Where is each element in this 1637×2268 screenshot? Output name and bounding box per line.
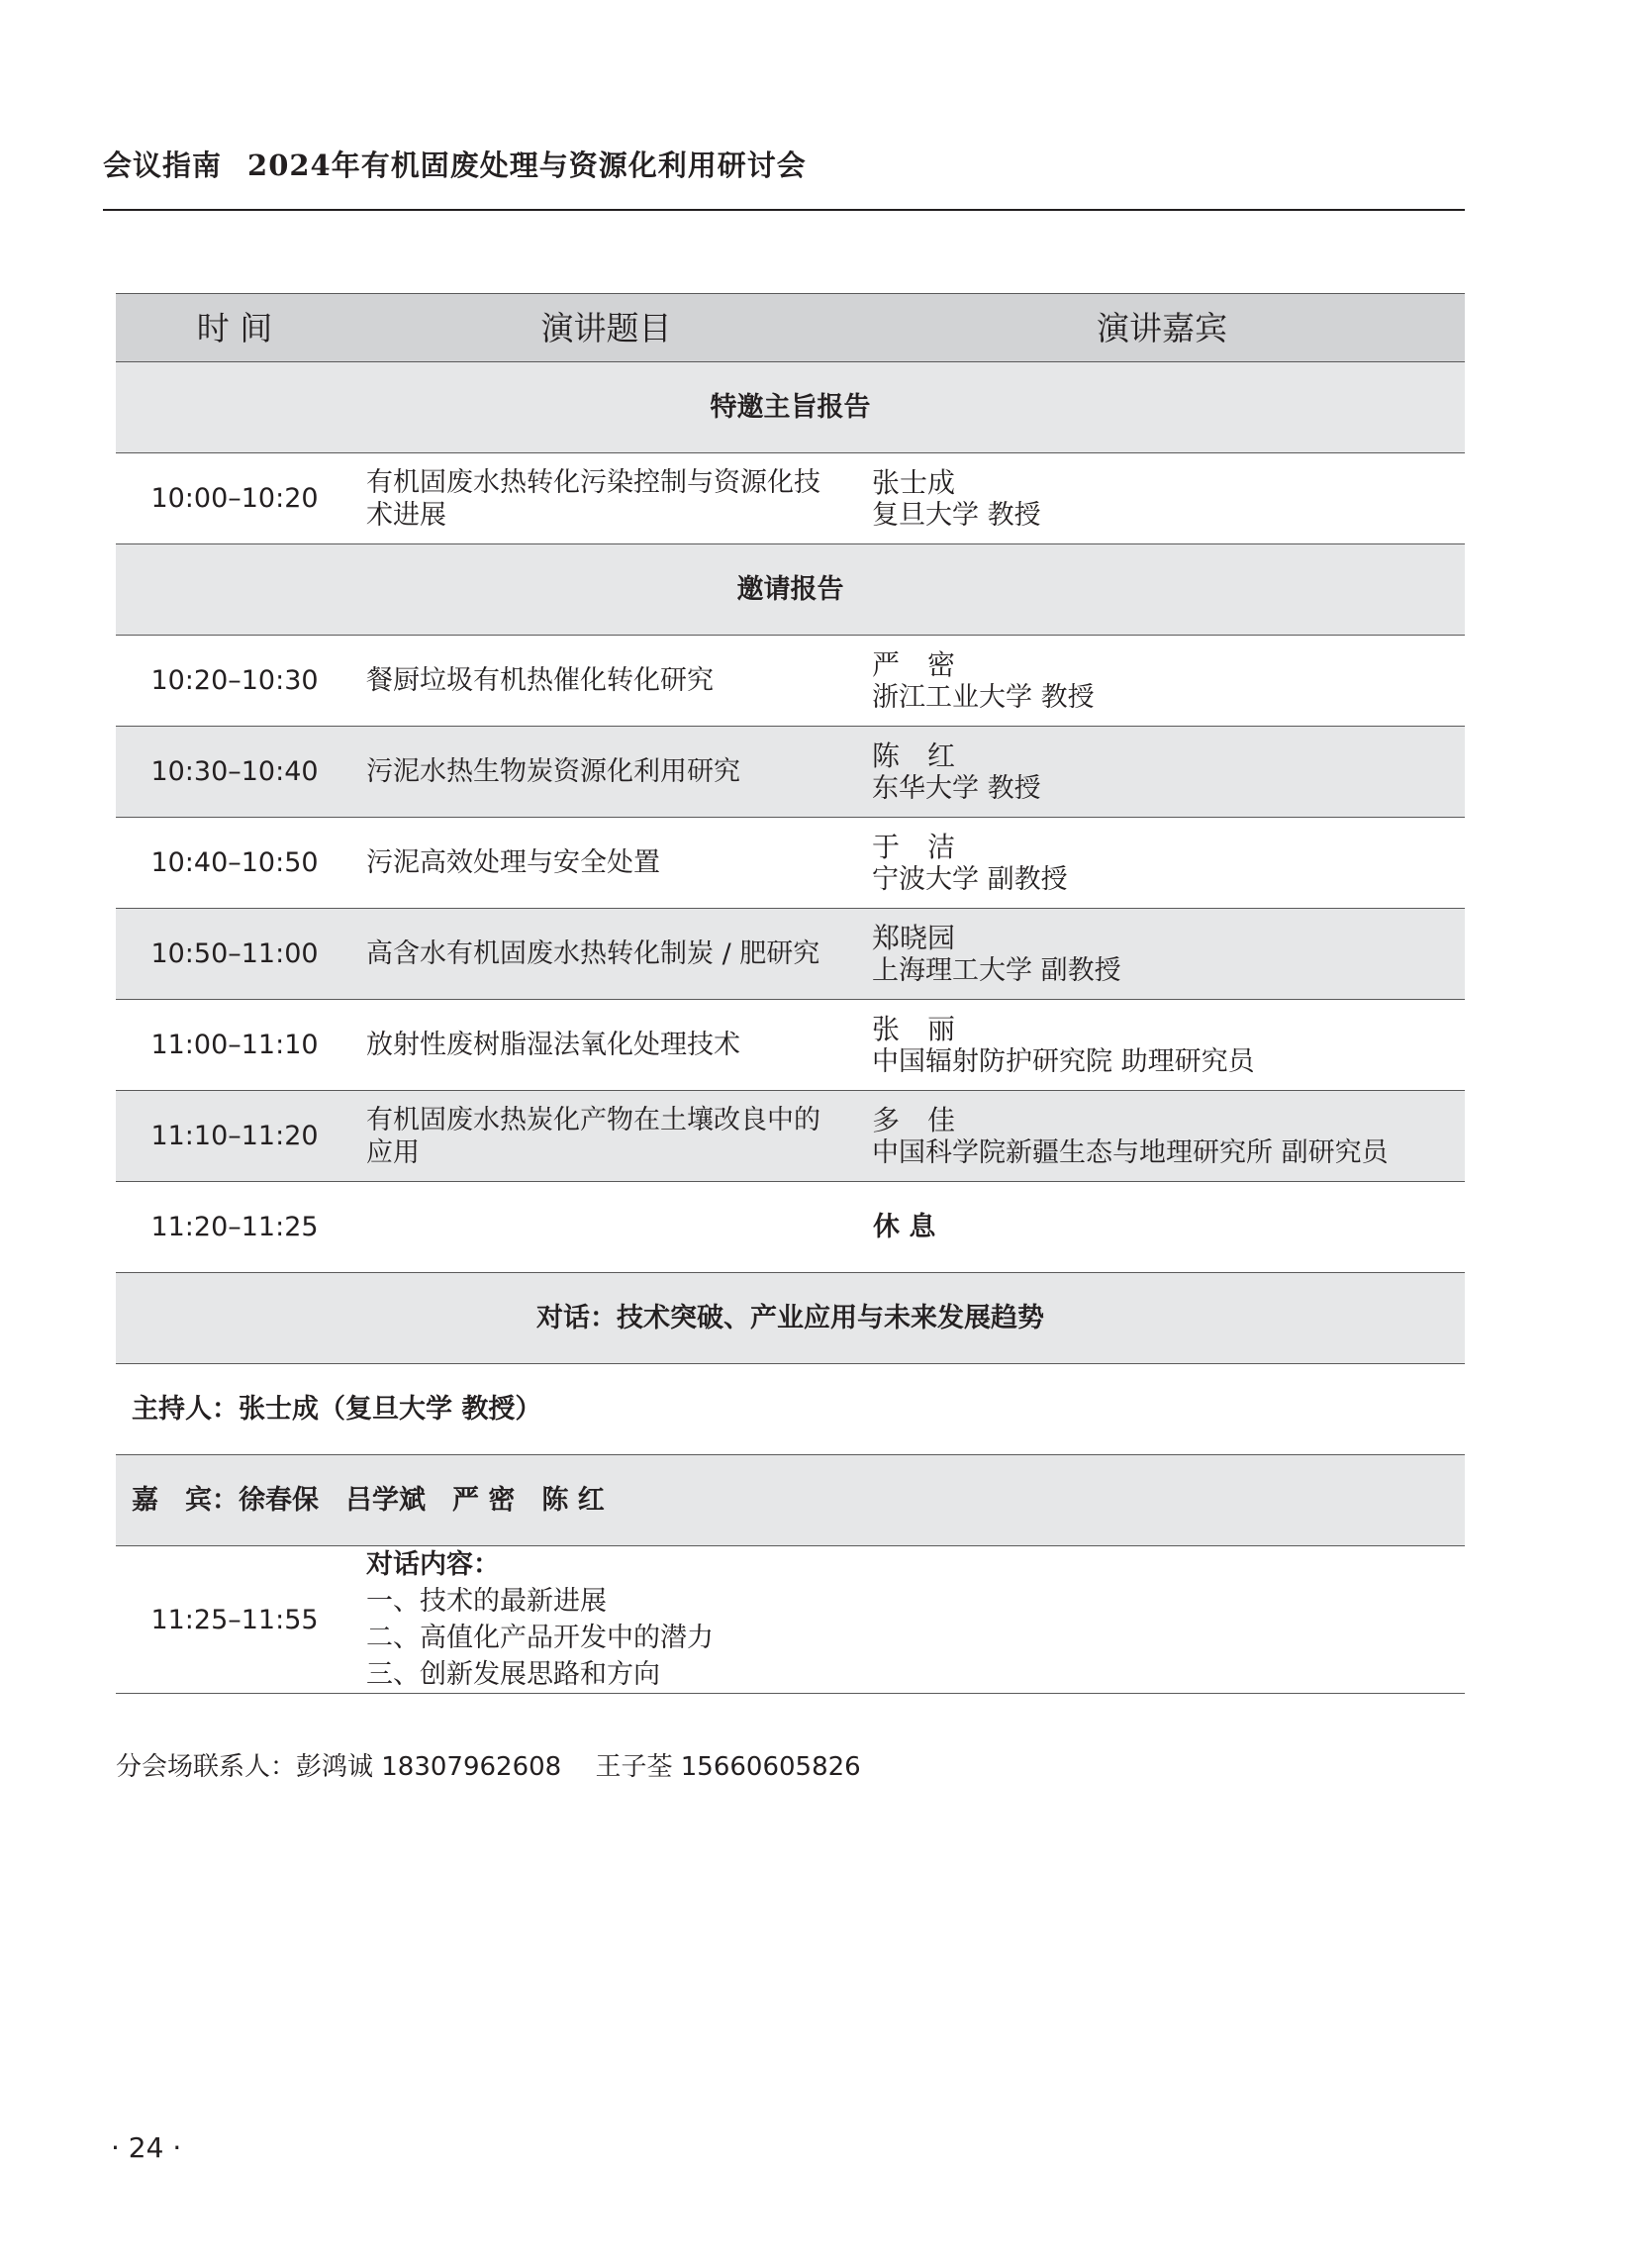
dialogue-item: 二、高值化产品开发中的潜力 [366,1623,714,1653]
page-number: · 24 · [111,2131,182,2164]
host-row [116,1364,1465,1455]
column-header-speaker: 演讲嘉宾 [859,294,1465,362]
speaker-affiliation: 中国辐射防护研究院 助理研究员 [872,1045,1255,1077]
break-time: 11:20–11:25 [116,1182,353,1273]
dialogue-time: 11:25–11:55 [116,1546,353,1694]
row-topic: 有机固废水热炭化产物在土壤改良中的应用 [353,1091,859,1182]
section-row-dialogue [116,1273,1465,1364]
dialogue-host: 主持人：张士成（复旦大学 教授） [116,1364,1465,1455]
row-time: 10:30–10:40 [116,727,353,818]
dialogue-item: 三、创新发展思路和方向 [366,1659,660,1690]
row-time: 10:20–10:30 [116,636,353,727]
row-topic: 高含水有机固废水热转化制炭 / 肥研究 [353,909,859,1000]
section-row-invited [116,544,1465,636]
dialogue-content-row [116,1546,1465,1694]
session-contact: 分会场联系人：彭鸿诚 18307962608 王子荃 15660605826 [116,1752,861,1782]
table-header-row [116,294,1465,362]
speaker-name: 张 丽 [872,1012,956,1045]
row-speaker [859,909,1465,1000]
dialogue-content [353,1546,1465,1694]
row-time: 11:10–11:20 [116,1091,353,1182]
speaker-name: 严 密 [872,647,956,681]
dialogue-guests: 嘉 宾：徐春保 吕学斌 严 密 陈 红 [116,1455,1465,1546]
break-empty-cell [353,1182,859,1273]
header-title: 2024年有机固废处理与资源化利用研讨会 [247,148,807,182]
table-row [116,636,1465,727]
dialogue-item: 一、技术的最新进展 [366,1586,607,1617]
table-row [116,1091,1465,1182]
row-time: 10:00–10:20 [116,453,353,544]
row-speaker [859,727,1465,818]
speaker-name: 于 洁 [872,830,956,863]
speaker-affiliation: 浙江工业大学 教授 [872,681,1095,713]
header-section-name: 会议指南 [103,148,223,182]
row-speaker [859,818,1465,909]
speaker-name: 多 佳 [872,1103,956,1136]
speaker-name: 张士成 [872,465,956,499]
break-label [859,1182,1465,1273]
row-speaker [859,636,1465,727]
dialogue-content-heading: 对话内容： [366,1549,500,1580]
row-speaker [859,453,1465,544]
table-row [116,818,1465,909]
row-topic: 餐厨垃圾有机热催化转化研究 [353,636,859,727]
guests-row [116,1455,1465,1546]
row-time: 11:00–11:10 [116,1000,353,1091]
section-title-dialogue: 对话：技术突破、产业应用与未来发展趋势 [116,1273,1465,1364]
table-row [116,453,1465,544]
schedule-table [116,293,1465,1694]
speaker-affiliation: 复旦大学 教授 [872,499,1041,531]
speaker-name: 陈 红 [872,739,956,772]
row-speaker [859,1000,1465,1091]
row-topic: 污泥水热生物炭资源化利用研究 [353,727,859,818]
page-header [103,144,807,184]
speaker-name: 郑晓园 [872,921,956,954]
speaker-affiliation: 东华大学 教授 [872,772,1041,804]
break-row [116,1182,1465,1273]
table-row [116,1000,1465,1091]
row-speaker [859,1091,1465,1182]
speaker-affiliation: 中国科学院新疆生态与地理研究所 副研究员 [872,1136,1389,1168]
row-topic: 有机固废水热转化污染控制与资源化技术进展 [353,453,859,544]
row-time: 10:50–11:00 [116,909,353,1000]
header-rule [103,209,1465,211]
section-title-keynote: 特邀主旨报告 [116,362,1465,453]
section-title-invited: 邀请报告 [116,544,1465,636]
row-topic: 污泥高效处理与安全处置 [353,818,859,909]
table-row [116,909,1465,1000]
column-header-topic: 演讲题目 [353,294,859,362]
row-topic: 放射性废树脂湿法氧化处理技术 [353,1000,859,1091]
break-label-text: 休 息 [873,1212,936,1242]
table-row [116,727,1465,818]
speaker-affiliation: 上海理工大学 副教授 [872,954,1121,986]
section-row-keynote [116,362,1465,453]
column-header-time: 时 间 [116,294,353,362]
row-time: 10:40–10:50 [116,818,353,909]
speaker-affiliation: 宁波大学 副教授 [872,863,1068,895]
